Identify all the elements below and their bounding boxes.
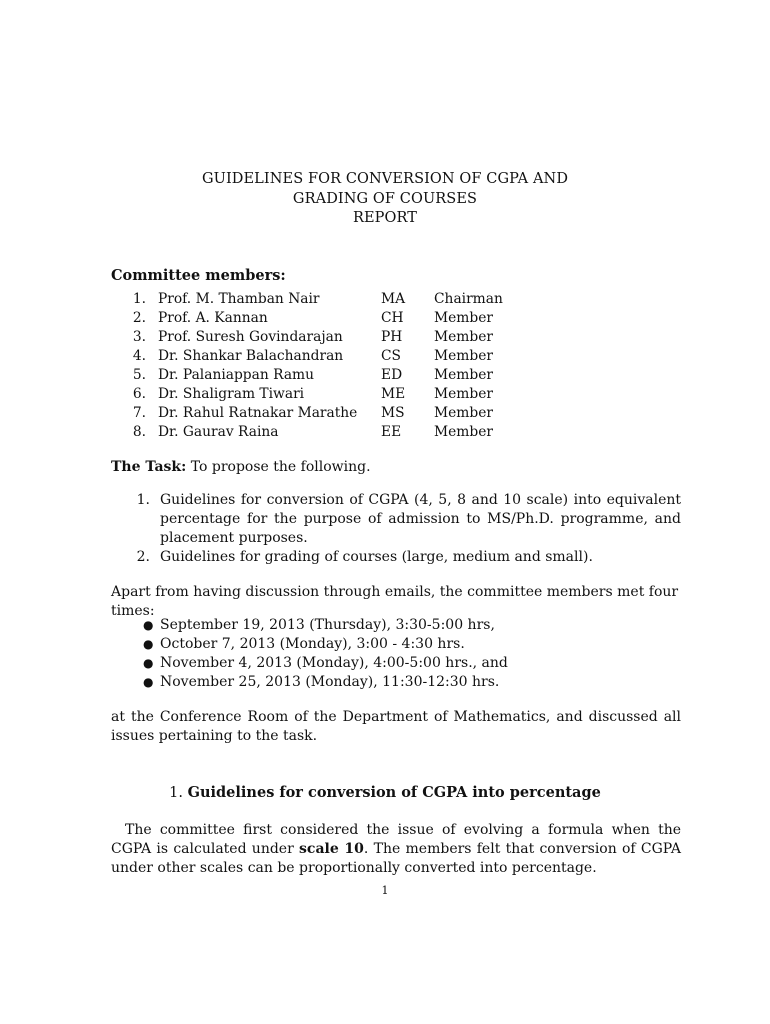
task-text: To propose the following. bbox=[190, 459, 371, 475]
task-label: The Task: bbox=[111, 459, 187, 475]
paragraph-text-start: The committee first considered the issue of evolving a formula when the CGPA is calculated under bbox=[111, 822, 681, 857]
bullet-icon: ● bbox=[143, 637, 154, 651]
meeting-item bbox=[143, 654, 508, 673]
member-name: Prof. M. Thamban Nair bbox=[158, 291, 320, 307]
member-name: Dr. Gaurav Raina bbox=[158, 424, 279, 440]
member-department: ED bbox=[381, 367, 403, 383]
member-role: Member bbox=[434, 386, 493, 402]
paragraph-text-end: . The members felt that conversion of CGPA under other scales can be proportionally converted into percentage. bbox=[111, 841, 682, 876]
task-list bbox=[128, 491, 681, 567]
committee-heading: Committee members: bbox=[111, 267, 286, 284]
member-number: 6. bbox=[132, 386, 146, 402]
member-number: 1. bbox=[132, 291, 146, 307]
meeting-date: September 19, 2013 (Thursday), 3:30-5:00 hrs, bbox=[160, 617, 495, 633]
member-department: MA bbox=[381, 291, 406, 307]
member-name: Dr. Shaligram Tiwari bbox=[158, 386, 305, 402]
meeting-date: November 4, 2013 (Monday), 4:00-5:00 hrs., and bbox=[160, 655, 508, 671]
member-role: Member bbox=[434, 424, 493, 440]
task-item-2 bbox=[128, 548, 681, 567]
bullet-icon: ● bbox=[143, 618, 154, 632]
member-role: Member bbox=[434, 405, 493, 421]
member-role: Member bbox=[434, 348, 493, 364]
member-number: 2. bbox=[132, 310, 146, 326]
member-role: Member bbox=[434, 310, 493, 326]
member-department: CS bbox=[381, 348, 402, 364]
page-number: 1 bbox=[381, 884, 389, 897]
meeting-date: November 25, 2013 (Monday), 11:30-12:30 hrs. bbox=[160, 674, 500, 690]
member-number: 5. bbox=[132, 367, 146, 383]
bullet-icon: ● bbox=[143, 675, 154, 689]
meeting-item bbox=[143, 673, 508, 692]
member-number: 4. bbox=[132, 348, 146, 364]
meetings-outro: at the Conference Room of the Department of Mathematics, and discussed all issues pertaining to the task. bbox=[111, 709, 681, 744]
title-line-1: GUIDELINES FOR CONVERSION OF CGPA AND bbox=[201, 171, 569, 187]
task-paragraph bbox=[111, 458, 681, 477]
member-role: Member bbox=[434, 329, 493, 345]
member-department: ME bbox=[381, 386, 406, 402]
member-number: 7. bbox=[132, 405, 146, 421]
member-number: 3. bbox=[132, 329, 146, 345]
task-item-text: Guidelines for conversion of CGPA (4, 5, 8 and 10 scale) into equivalent percentage for the purpose of admission to MS/Ph.D. programme, and placement purposes. bbox=[160, 492, 681, 546]
member-department: MS bbox=[381, 405, 405, 421]
member-department: EE bbox=[381, 424, 402, 440]
meetings-list bbox=[143, 616, 508, 692]
section-1-heading bbox=[0, 784, 770, 801]
title-line-2: GRADING OF COURSES bbox=[292, 190, 478, 207]
title-line-3: REPORT bbox=[352, 210, 418, 226]
member-name: Prof. A. Kannan bbox=[158, 310, 268, 326]
task-item-text: Guidelines for grading of courses (large, medium and small). bbox=[160, 549, 593, 565]
member-role: Member bbox=[434, 367, 493, 383]
section-number: 1. bbox=[169, 785, 183, 801]
member-name: Prof. Suresh Govindarajan bbox=[158, 329, 343, 345]
scale-emphasis: scale 10 bbox=[299, 841, 364, 857]
section-1-paragraph bbox=[111, 821, 681, 878]
report-title bbox=[0, 170, 770, 229]
member-role: Chairman bbox=[434, 291, 503, 307]
meetings-intro: Apart from having discussion through emails, the committee members met four times: bbox=[111, 584, 679, 619]
member-department: PH bbox=[381, 329, 403, 345]
section-title: Guidelines for conversion of CGPA into percentage bbox=[187, 784, 601, 801]
member-name: Dr. Shankar Balachandran bbox=[158, 348, 344, 364]
meeting-item bbox=[143, 635, 508, 654]
bullet-icon: ● bbox=[143, 656, 154, 670]
member-department: CH bbox=[381, 310, 404, 326]
meeting-date: October 7, 2013 (Monday), 3:00 - 4:30 hrs. bbox=[160, 636, 465, 652]
task-item-number: 1. bbox=[136, 492, 150, 508]
member-number: 8. bbox=[132, 424, 146, 440]
task-item-1 bbox=[128, 491, 681, 548]
task-item-number: 2. bbox=[136, 549, 150, 565]
meeting-item bbox=[143, 616, 508, 635]
member-name: Dr. Palaniappan Ramu bbox=[158, 367, 315, 383]
member-name: Dr. Rahul Ratnakar Marathe bbox=[158, 405, 358, 421]
